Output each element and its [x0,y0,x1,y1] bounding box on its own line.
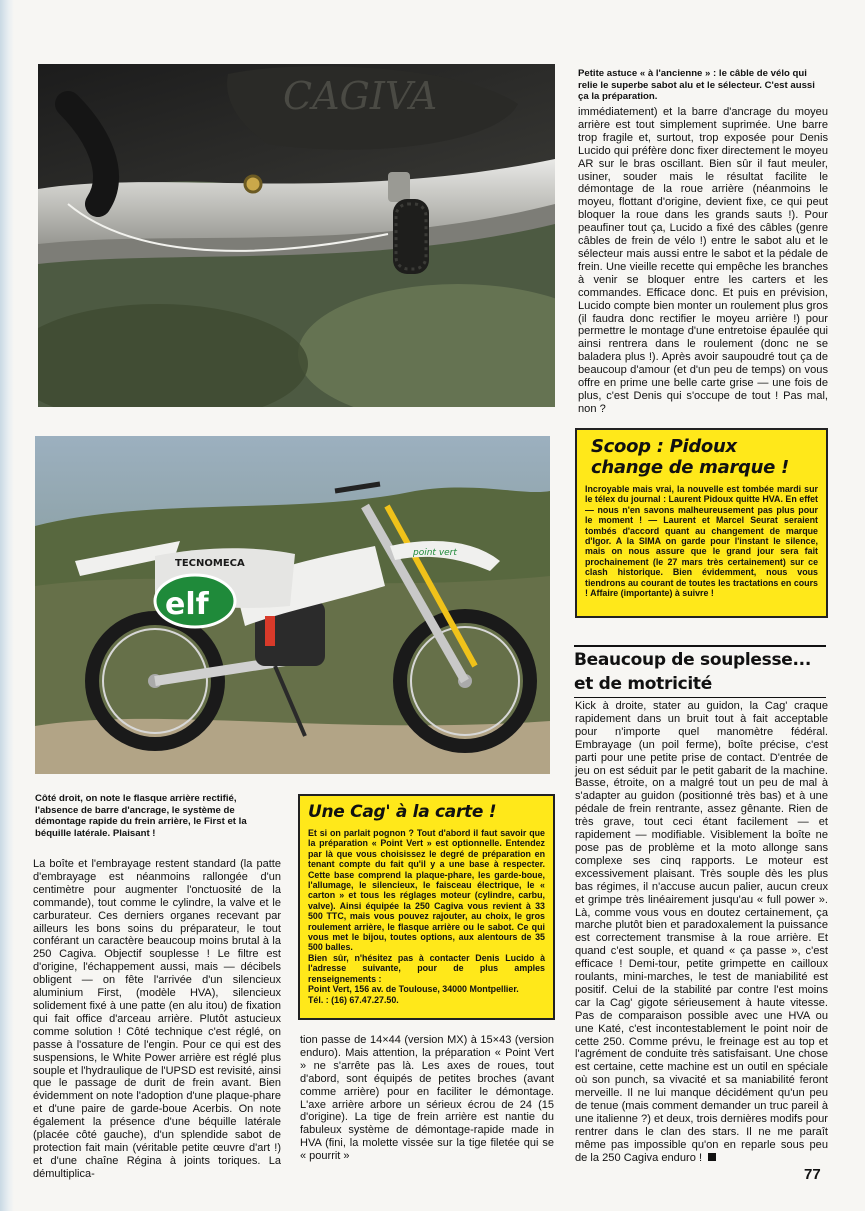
photo-caption-bike: Côté droit, on note le flasque arrière rectifié, l'absence de barre d'ancrage, le système de démontage rapide du frein arrière, le First et la béquille latérale. Plaisant ! [35,793,247,839]
right-column-text-bottom [575,700,828,1165]
carte-title: Une Cag' à la carte ! [308,802,497,822]
carte-phone: Tél. : (16) 67.47.27.50. [308,994,399,1005]
cagiva-bike-photo [35,436,550,774]
engine-closeup-photo [38,64,555,407]
page-number: 77 [804,1166,821,1183]
scoop-box [575,428,828,618]
cagiva-bike-illustration [35,436,550,774]
section-title: Beaucoup de souplesse... et de motricité [574,645,826,698]
tank-decal: TECNOMECA [175,558,245,569]
svg-text:CAGIVA: CAGIVA [283,74,438,118]
scoop-body: Incroyable mais vrai, la nouvelle est tombée mardi sur le télex du journal : Laurent Pidoux quitte HVA. En effet — nous n'en savons malheureusement pas plus pour le moment ! — Laurent et Marcel Seurat seraient tombés d'accord quant au changement de marque d'Igor. A la SIMA on garde pour l'instant le silence, mais on nous assure que le grand jour sera fait prochainement (le 27 mars très certainement) sur ce clash historique. Bien évidemment, nous vous tiendrons au courant de toutes les tractations en cours ! Affaire (importante) à suivre ! [585,484,818,599]
elf-decal: elf [165,587,209,622]
engine-closeup-illustration [38,64,555,407]
middle-column-text: tion passe de 14×44 (version MX) à 15×43 (version enduro). Mais attention, la préparation « Point Vert » ne s'arrête pas là. Les axes de roues, tout d'abord, sont équipés de petites broches (avant comme arrière) pour en faciliter le démontage. L'axe arrière arbore un sérieux écrou de 24 (15 d'origine). La tige de frein arrière est nantie du fabuleux système de démontage-rapide made in HVA (fini, la molette vissée sur la tige filetée qui se « pourrit » [300,1034,554,1163]
carte-contact: Bien sûr, n'hésitez pas à contacter Denis Lucido à l'adresse suivante, pour de plus amples renseignements : [308,952,545,984]
right-column-text-bottom-body: Kick à droite, stater au guidon, la Cag' craque rapidement dans un bruit tout à fait acceptable pour n'importe quel manomètre fédéral. Embrayage (un poil ferme), boîte précise, c'est parti pour une petite prise de contact. D'entrée de jeu on est séduit par le petit gabarit de la machine. Basse, étroite, on a malgré tout un peu de mal à s'adapter au guidon (positionné très bas) et à une pédale de frein rentrante, assez gênante. Rien de très grave, tout ceci étant facilement — et rapidement — modifiable. Visiblement la boîte ne pose pas de problème et la moto allonge sans complexe ses cinq rapports. Le moteur est excessivement plaisant. Très souple dès les plus bas régimes, il n'accuse aucun palier, aucun creux et grimpe très linéairement jusqu'au « full power ». Là, comme vous vous en doutez certainement, ça marche plutôt bien et paradoxalement la puissance est correctement transmise à la roue arrière. Et quand c'est souple, et quand « ça passe », c'est efficace ! Demi-tour, petite grimpette en cailloux roulants, mini-marches, le test de maniabilité est positif. Celui de la stabilité par contre l'est moins car la Cag' gigote sérieusement à haute vitesse. Pas de comparaison possible avec une HVA ou une Katé, c'est incontestablement le point noir de cette 250. Comme prévu, le freinage est au top et l'agrément de conduite très satisfaisant. Une chose est certaine, cette machine est un outil en spéciale où son punch, sa vivacité et sa maniabilité feront merveille. Il ne lui manque décidément qu'un peu de tenue (mais comment demander un truc pareil à une italienne ?) et deux, trois dernières modifs pour rentrer dans le clan des stars. Il ne me paraît même pas impossible qu'on en reparle sous peu de la 250 Cagiva enduro ! [575,700,828,1164]
front-fender-decal: point vert [413,548,457,558]
photo-caption-top: Petite astuce « à l'ancienne » : le câble de vélo qui relie le superbe sabot alu et le sélecteur. C'est aussi ça la préparation. [578,68,815,102]
end-of-article-mark [708,1153,716,1161]
carte-body: Et si on parlait pognon ? Tout d'abord il faut savoir que la préparation « Point Vert » est optionnelle. Entendez par là que vous choisissez le degré de préparation en tenant compte du fait qu'il y a une base à respecter. Cette base comprend la plaque-phare, les garde-boue, l'allumage, le silencieux, le faisceau électrique, le « carton » et tous les réglages moteur (cylindre, carbu, valve). Ainsi équipée la 250 Cagiva vous revient à 33 500 TTC, mais vous pouvez rajouter, au choix, le gros roulement arrière, le flasque arrière ou le sabot. Ce qui vous met le bijou, toutes options, aux alentours de 35 500 balles. [308,828,545,953]
carte-box [298,794,555,1020]
page-spine [0,0,14,1211]
scoop-title: Scoop : Pidoux change de marque ! [591,436,789,478]
carte-address: Point Vert, 156 av. de Toulouse, 34000 Montpellier. [308,984,519,995]
right-column-text-top: immédiatement) et la barre d'ancrage du moyeu arrière est tout simplement suprimée. Une barre trop fragile et, surtout, trop exposée pour Denis Lucido qui préfère donc fixer directement le moyeu AR sur le bras oscillant. Bien sûr il faut meuler, usiner, souder mais le résultat facilite le démontage de la roue arrière (néanmoins le moyeu, flottant d'origine, devient fixe, ce qui peut bloquer la roue dans les grands sauts !). Pour peaufiner tout ça, Lucido a fixé des câbles (genre câbles de frein de vélo !) entre le sabot alu et le sélecteur mais aussi entre le sabot et la pédale de frein. Une vieille recette qui empêche les branches à venir se bloquer entre les carters et les commandes. Efficace donc. Et puis en prévision, Lucido compte bien monter un roulement plus gros (il faudra donc rectifier le moyeu arrière !) pour permettre le montage d'une entretoise épaulée qui ainsi rentrera dans le roulement (donc ne se baladera plus !). Après avoir saupoudré tout ça de beaucoup d'amour (et d'un peu de temps) on vous offre en prime une belle carte grise — une fois de plus, c'est Denis qui s'occupe de tout ! Pas mal, non ? [578,106,828,415]
left-column-text: La boîte et l'embrayage restent standard (la patte d'embrayage est néanmoins rallongée d'un centimètre pour augmenter l'onctuosité de la commande), tout comme le cylindre, la valve et le carburateur. Ces derniers organes recevant par ailleurs les bons soins du préparateur, le tout conférant un caractère beaucoup moins brutal à la 250 Cagiva. Objectif souplesse ! Le filtre est d'origine, l'échappement aussi, mais — décibels obligent — on fête l'arrivée d'un silencieux aluminium First, (modèle HVA), silencieux solidement fixé à une patte (en alu itou) de fixation qui fait office d'arceau arrière. Plutôt astucieux comme solution ! Côté technique c'est réglé, on passe à l'ossature de l'engin. Pour ce qui est des suspensions, le White Power arrière est réglé plus souple et l'hydraulique de l'UPSD est revisité, ainsi que le passage de durit de frein avant. Bien évidemment on note l'adoption d'une plaque-phare et d'une paire de garde-boue Acerbis. On note également la présence d'une béquille latérale (placée côté gauche), d'un splendide sabot de protection fait main (véritable petite œuvre d'art !) et d'une chaîne Régina à joints toriques. La démultiplica- [33,858,281,1180]
